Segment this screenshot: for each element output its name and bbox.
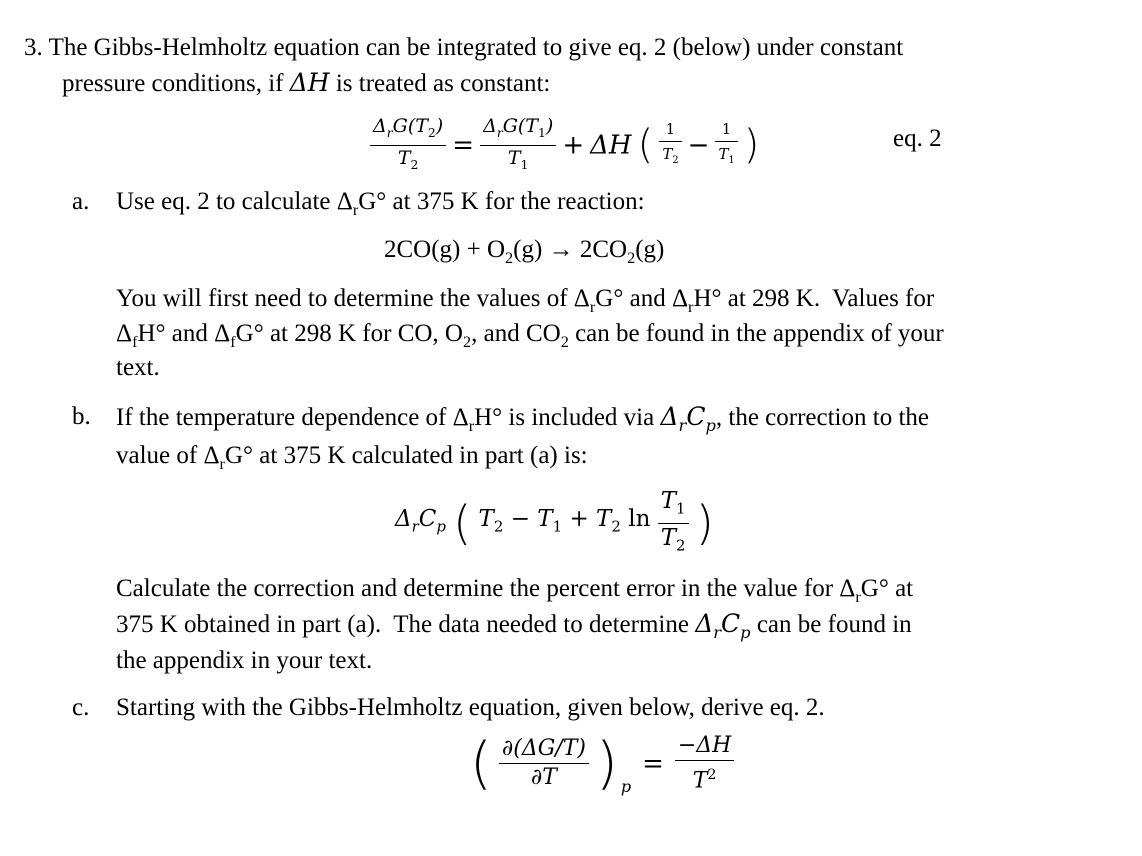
part-b-line-5: the appendix in your text.	[116, 647, 373, 674]
eq2-equals-sign: =	[452, 130, 475, 161]
eq2-label: eq. 2	[893, 125, 942, 152]
part-a-letter: a.	[72, 188, 90, 215]
eq2-inv-t2: $\frac{1}{T_2}$	[659, 117, 681, 173]
gh-lhs-fraction: $\frac{\partial(\Delta G/T)}{\partial T}$	[499, 735, 589, 792]
part-b-formula-body: $T_2 - T_1 + T_2$ ln	[478, 506, 651, 536]
part-a-reaction: $2CO(g) + O_2(g) \to 2CO_2(g)$	[384, 236, 665, 267]
part-a-line-1: Use eq. 2 to calculate $\Delta_rG^\circ$ at 375 K for the reaction:	[116, 188, 645, 219]
gh-rhs-fraction: $\frac{-\Delta H}{T^2}$	[675, 732, 735, 795]
equation-2	[370, 114, 759, 177]
eq2-rhs-fraction: $\frac{\Delta_rG(T_1)}{T_1}$	[480, 114, 556, 177]
part-a-line-4: text.	[116, 354, 160, 381]
part-b-right-paren: )	[695, 496, 714, 551]
gh-right-paren: )	[595, 730, 618, 796]
part-c-letter: c.	[72, 694, 90, 721]
gh-left-paren: (	[470, 730, 492, 796]
part-a-line-2: You will first need to determine the values of $\Delta_rG^\circ$ and $\Delta_rH^\circ$ at 298 K. Values for	[116, 285, 935, 316]
part-b-letter: b.	[72, 403, 91, 430]
part-b-line-4: 375 K obtained in part (a). The data needed to determine $\Delta_rC_p$ can be found in	[116, 609, 912, 642]
part-b-left-paren: (	[453, 496, 472, 551]
eq2-lhs-fraction: $\frac{\Delta_rG(T_2)}{T_2}$	[370, 114, 446, 177]
part-b-line-2: value of $\Delta_rG^\circ$ at 375 K calculated in part (a) is:	[116, 442, 588, 473]
part-a-line-3: $\Delta_fH^\circ$ and $\Delta_fG^\circ$ at 298 K for CO, $O_2$, and $CO_2$ can be found in the appendix of your	[116, 320, 944, 351]
gh-equals-sign: =	[642, 748, 664, 779]
problem-line-2: pressure conditions, if ΔH is treated as constant:	[62, 68, 551, 97]
eq2-inv-t1: $\frac{1}{T_1}$	[715, 117, 737, 173]
delta-h-symbol: ΔH	[289, 68, 330, 97]
part-b-line-3: Calculate the correction and determine the percent error in the value for $\Delta_rG^\circ$ at	[116, 575, 914, 606]
delta-r-cp: $\Delta_rC_p$	[395, 506, 446, 536]
eq2-left-paren: (	[637, 122, 654, 169]
eq2-delta-h: ΔH	[590, 130, 632, 161]
eq2-minus-sign: −	[687, 130, 710, 161]
part-b-ln-fraction: $\frac{T_1}{T_2}$	[658, 487, 689, 559]
eq2-plus-sign: +	[562, 130, 585, 161]
part-b-line-1: If the temperature dependence of $\Delta_rH^\circ$ is included via $\Delta_rC_p$, the correction to the	[116, 402, 929, 435]
part-b-formula	[395, 487, 714, 559]
part-c-line-1: Starting with the Gibbs-Helmholtz equation, given below, derive eq. 2.	[116, 694, 825, 721]
gibbs-helmholtz-equation	[470, 732, 734, 795]
problem-number: 3.	[24, 34, 43, 61]
problem-intro-line-1: The Gibbs-Helmholtz equation can be integrated to give eq. 2 (below) under constant	[48, 34, 904, 61]
eq2-right-paren: )	[743, 122, 760, 169]
problem-line-1	[24, 33, 903, 63]
gh-subscript-p: p	[620, 776, 632, 796]
